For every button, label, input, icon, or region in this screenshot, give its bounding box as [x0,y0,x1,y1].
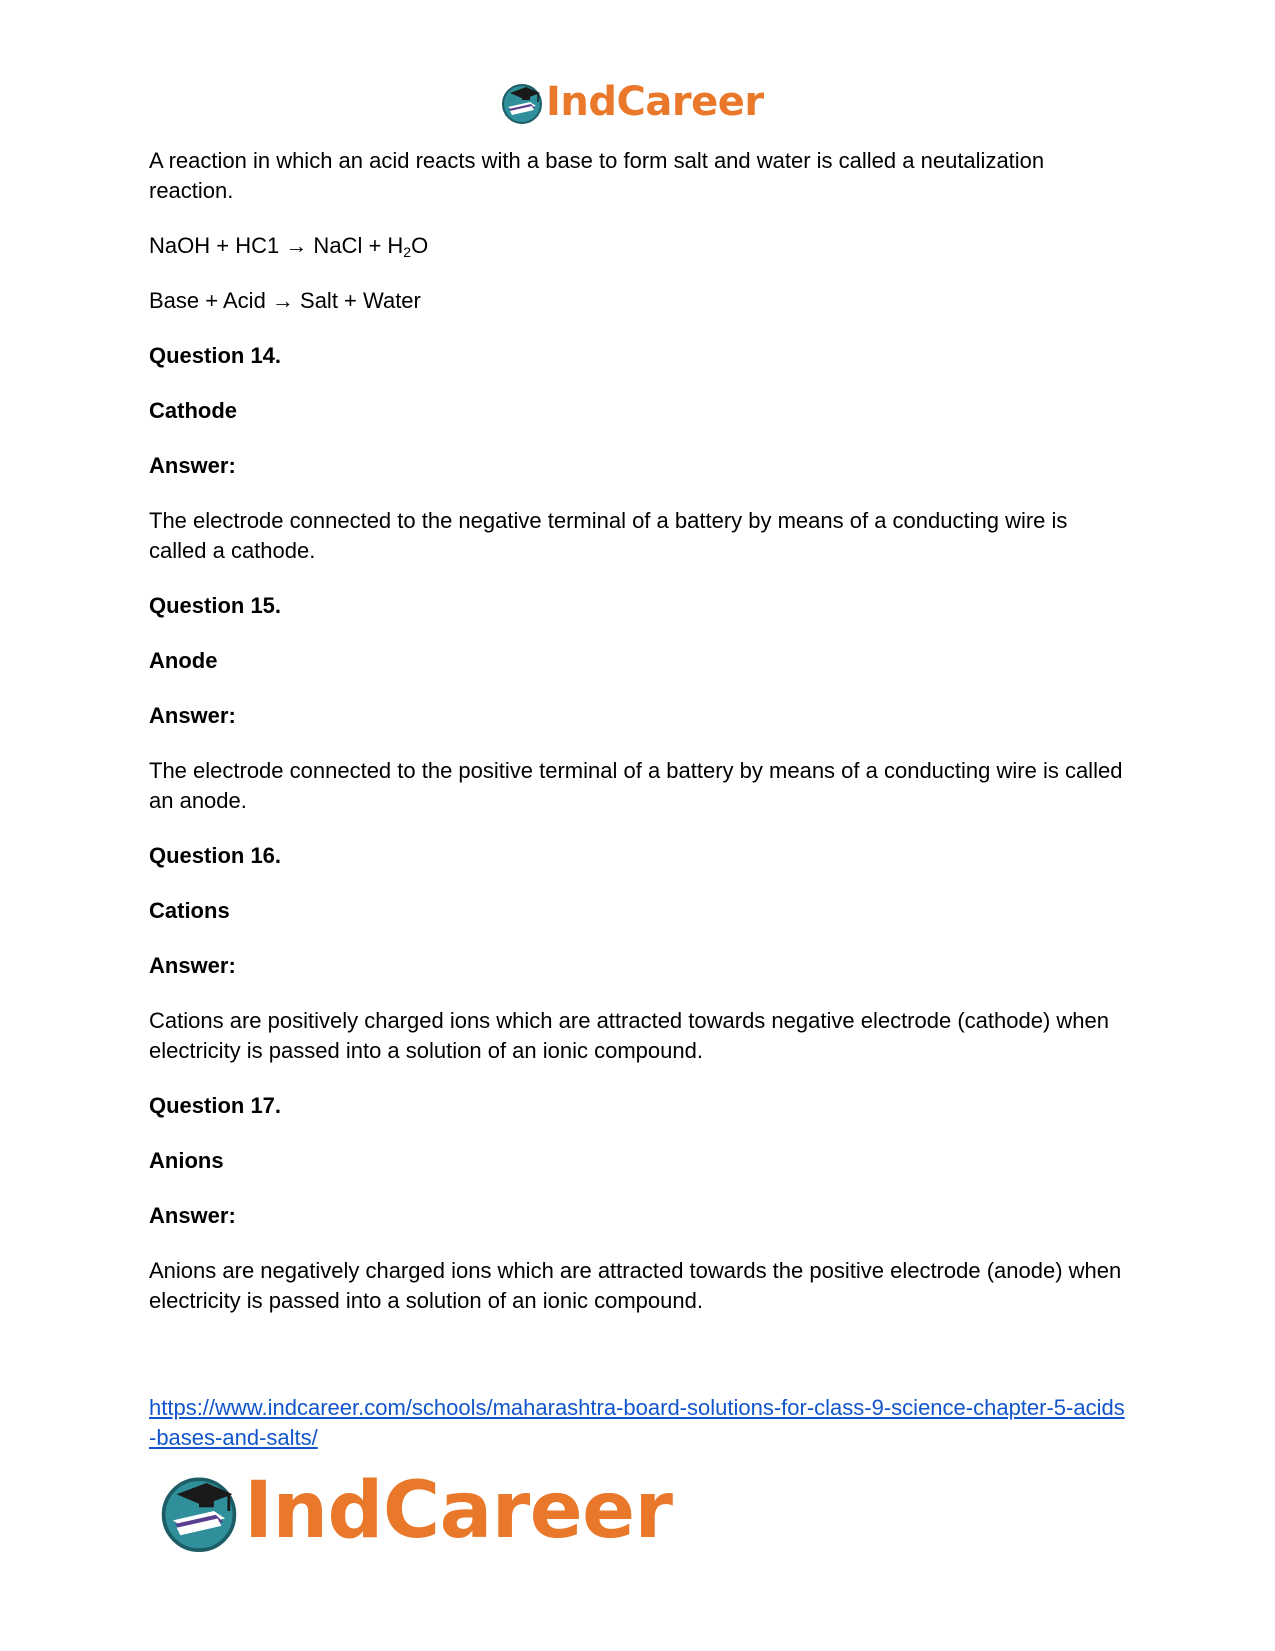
question-term: Cations [149,898,230,923]
header-logo [500,78,764,126]
footer-logo [158,1468,673,1554]
answer-label: Answer: [149,1203,236,1228]
question-heading: Question 17. [149,1093,282,1118]
graduation-book-globe-icon [158,1470,240,1552]
source-link-block [149,1393,1129,1453]
question-term: Cathode [149,398,237,423]
equation-chemical: NaOH + HC1 → NaCl + $H_2O$ [149,233,429,260]
intro-paragraph: A reaction in which an acid reacts with a base to form salt and water is called a neutalization reaction. [149,148,1045,203]
question-heading: Question 15. [149,593,282,618]
answer-text: The electrode connected to the positive terminal of a battery by means of a conducting wire is called an anode. [149,758,1123,813]
question-heading: Question 14. [149,343,282,368]
answer-text: Anions are negatively charged ions which are attracted towards the positive electrode (anode) when electricity is passed into a solution of an ionic compound. [149,1258,1122,1313]
answer-label: Answer: [149,953,236,978]
document-body [149,146,1129,1341]
question-term: Anode [149,648,218,673]
question-term: Anions [149,1148,224,1173]
answer-text: The electrode connected to the negative terminal of a battery by means of a conducting wire is called a cathode. [149,508,1068,563]
answer-text: Cations are positively charged ions which are attracted towards negative electrode (cathode) when electricity is passed into a solution of an ionic compound. [149,1008,1109,1063]
answer-label: Answer: [149,703,236,728]
graduation-book-globe-icon [500,80,544,124]
brand-name: IndCareer [546,79,764,125]
source-link[interactable]: https://www.indcareer.com/schools/maharashtra-board-solutions-for-class-9-science-chapter-5-acids-bases-and-salts/ [149,1395,1125,1450]
brand-name: IndCareer [244,1466,673,1556]
equation-word: Base + Acid → Salt + Water [149,288,421,313]
answer-label: Answer: [149,453,236,478]
question-heading: Question 16. [149,843,282,868]
